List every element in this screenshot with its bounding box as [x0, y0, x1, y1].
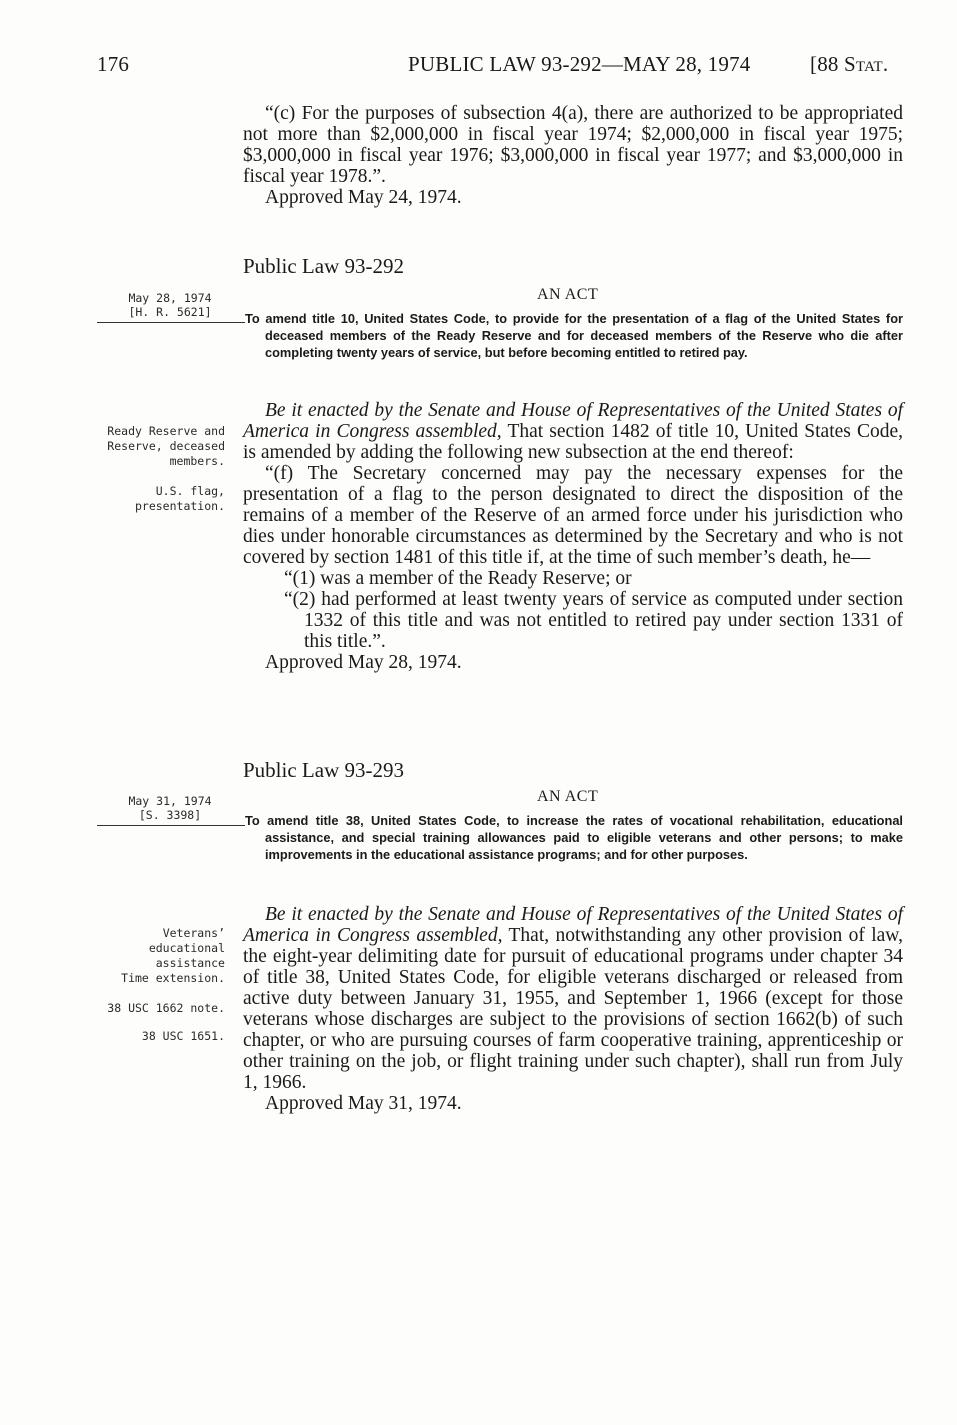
- law-1-purpose-text: To amend title 10, United States Code, to provide for the presentation of a flag of the United States for deceased members of the Ready Reserve and for deceased members of the Reserve who die after completing twenty years of service, but before becoming entitled to retired pay.: [245, 311, 903, 360]
- law-2-enacting-paragraph: [243, 904, 903, 1093]
- law-2-approved-line: Approved May 31, 1974.: [265, 1093, 462, 1114]
- law-1-enacting-text: That section 1482 of title 10, United States Code, is amended by adding the following new subsection at the end thereof:: [243, 421, 904, 463]
- statute-reference: [88 Stat.: [810, 52, 889, 76]
- law-1-margin-note-1: Ready Reserve and Reserve, deceased members.: [107, 424, 225, 468]
- condition-item-2: “(2) had performed at least twenty years of service as computed under section 1332 of this title and was not entitled to retired pay under section 1331 of this title.”.: [284, 589, 903, 652]
- subsection-f: “(f) The Secretary concerned may pay the necessary expenses for the presentation of a flag to the person designated to direct the disposition of the remains of a member of the Reserve of an armed force under his jurisdiction who dies under honorable circumstances as determined by the Secretary and who is not covered by section 1481 of this title if, at the time of such member’s death, he—: [243, 463, 903, 568]
- law-2-bill-number: [S. 3398]: [138, 808, 202, 822]
- law-2-body: [243, 904, 903, 1114]
- law-1-an-act: AN ACT: [537, 286, 599, 303]
- law-2-margin-note-3: 38 USC 1662 note.: [107, 1001, 225, 1015]
- law-2-an-act: AN ACT: [537, 788, 599, 805]
- previous-approved-line: Approved May 24, 1974.: [265, 187, 462, 208]
- law-2-date: May 31, 1974: [128, 794, 212, 808]
- law-1-body: [243, 400, 903, 673]
- condition-item-1: “(1) was a member of the Ready Reserve; or: [284, 568, 632, 589]
- law-2-margin-rule: [97, 825, 245, 826]
- law-1-margin-note-2: U.S. flag, presentation.: [134, 484, 225, 513]
- previous-law-tail: [243, 103, 903, 208]
- law-2-margin-note-1: Veterans’ educational assistance: [148, 926, 225, 970]
- law-2-enacting-clause: Be it enacted by the Senate and House of Representatives of the United States of America in Congress assembled,: [243, 904, 903, 946]
- law-1-margin-rule: [97, 322, 245, 323]
- law-2-enacting-text: That, notwithstanding any other provision of law, the eight-year delimiting date for pursuit of educational programs under chapter 34 of title 38, United States Code, for eligible veterans discharged or released from active duty between January 31, 1955, and September 1, 1966 (except for those veterans whose discharges are subject to the provisions of section 1662(b) of such chapter, or who are pursuing courses of farm cooperative training, apprenticeship or other training on the job, or flight training under such chapter), shall run from July 1, 1966.: [243, 925, 903, 1093]
- law-2-margin-note-4: 38 USC 1651.: [141, 1029, 225, 1043]
- law-1-approved-line: Approved May 28, 1974.: [265, 652, 462, 673]
- law-2-title: Public Law 93-293: [243, 758, 404, 782]
- law-2-purpose: [245, 812, 903, 863]
- law-1-title: Public Law 93-292: [243, 254, 404, 278]
- law-1-date: May 28, 1974: [128, 291, 212, 305]
- running-title: PUBLIC LAW 93-292—MAY 28, 1974: [408, 52, 751, 76]
- law-1-enacting-clause: Be it enacted by the Senate and House of Representatives of the United States of America in Congress assembled,: [243, 400, 903, 442]
- subsection-c: “(c) For the purposes of subsection 4(a), there are authorized to be appropriated not more than $2,000,000 in fiscal year 1974; $2,000,000 in fiscal year 1975; $3,000,000 in fiscal year 1976; $3,000,000 in fiscal year 1977; and $3,000,000 in fiscal year 1978.”.: [243, 103, 903, 187]
- law-1-enacting-paragraph: [243, 400, 903, 463]
- law-2-margin-note-2: Time extension.: [121, 971, 225, 985]
- law-1-conditions-list: [243, 568, 903, 652]
- page-number: 176: [97, 52, 130, 76]
- law-1-bill-number: [H. R. 5621]: [128, 305, 212, 319]
- law-1-purpose: [245, 310, 903, 361]
- law-2-purpose-text: To amend title 38, United States Code, to increase the rates of vocational rehabilitation, educational assistance, and special training allowances paid to eligible veterans and other persons; to make improvements in the educational assistance programs; and for other purposes.: [245, 813, 903, 862]
